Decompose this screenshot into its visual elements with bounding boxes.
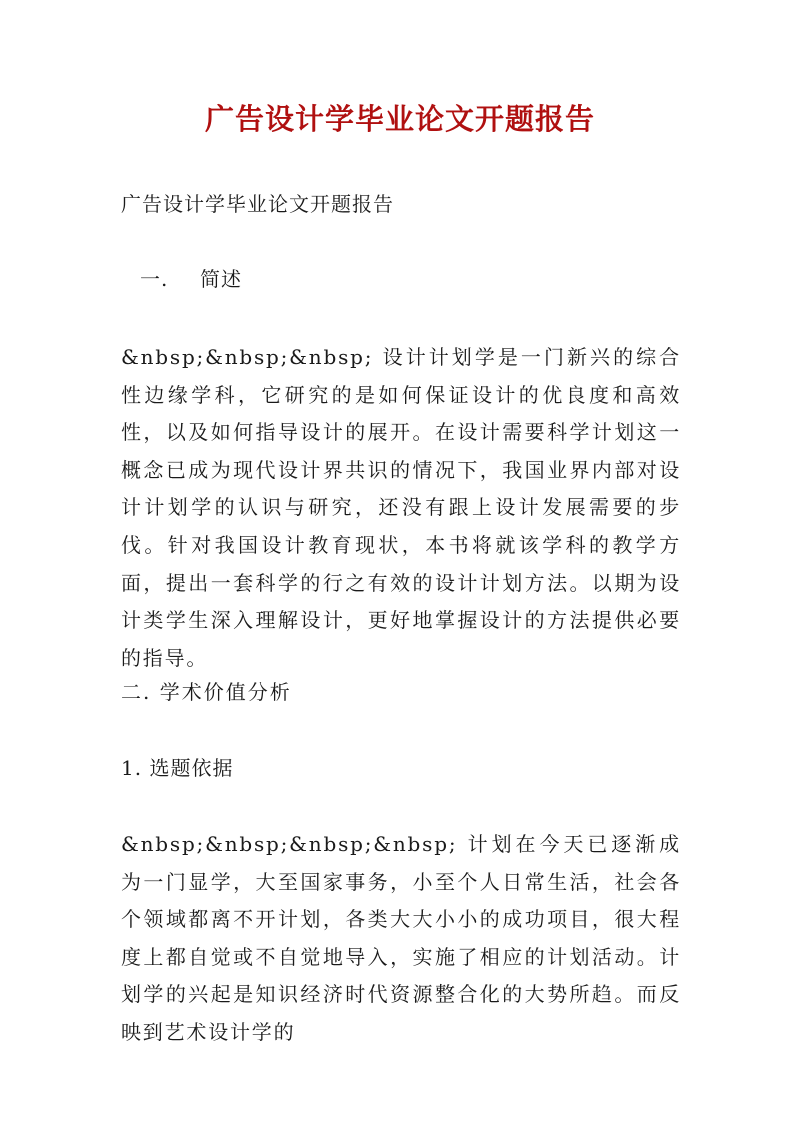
section-heading-2: 二. 学术价值分析 [121, 680, 292, 704]
section-heading-1-text: 简述 [200, 267, 242, 291]
document-subtitle: 广告设计学毕业论文开题报告 [121, 192, 394, 216]
body-paragraph-2: &nbsp;&nbsp;&nbsp;&nbsp; 计划在今天已逐渐成为一门显学，大至国家事务，小至个人日常生活，社会各个领域都离不开计划，各类大大小小的成功项目，很大程度上都自觉或不自觉地导入，实施了相应的计划活动。计划学的兴起是知识经济时代资源整合化的大势所趋。而反映到艺术设计学的 [121, 832, 681, 1044]
section-number-1: 一. [140, 267, 169, 291]
body-paragraph-1: &nbsp;&nbsp;&nbsp; 设计计划学是一门新兴的综合性边缘学科，它研究的是如何保证设计的优良度和高效性，以及如何指导设计的展开。在设计需要科学计划这一概念已成为现代设计界共识的情况下，我国业界内部对设计计划学的认识与研究，还没有跟上设计发展需要的步伐。针对我国设计教育现状，本书将就该学科的教学方面，提出一套科学的行之有效的设计计划方法。以期为设计类学生深入理解设计，更好地掌握设计的方法提供必要的指导。 [121, 345, 681, 670]
document-title: 广告设计学毕业论文开题报告 [204, 102, 595, 136]
section-heading-1 [140, 263, 242, 295]
subsection-heading-1: 1. 选题依据 [121, 756, 234, 780]
